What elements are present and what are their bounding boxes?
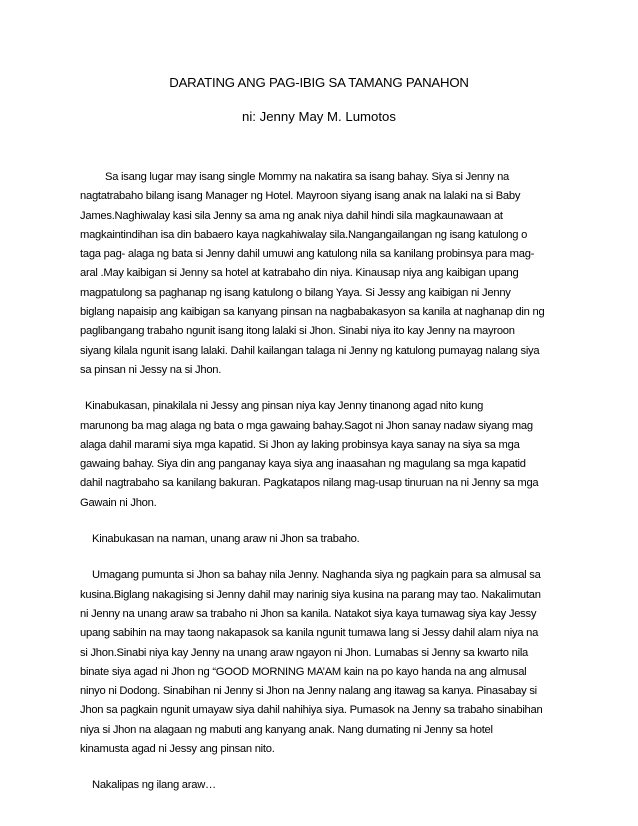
paragraph-line: alaga dahil marami siya mga kapatid. Si Jhon ay laking probinsya kaya sanay na siya sa mga — [80, 438, 520, 451]
paragraph-line: kusina.Biglang nakagising si Jenny dahil may narinig siya kusina na parang may tao. Nakalimutan — [80, 588, 541, 601]
paragraph-line: Nakalipas ng ilang araw… — [92, 779, 216, 792]
paragraph-line: dahil nagtrabaho sa kanilang bakuran. Pagkatapos nilang mag-usap tinuruan na ni Jenny sa mga — [80, 477, 539, 490]
paragraph-line: Sa isang lugar may isang single Mommy na nakatira sa isang bahay. Siya si Jenny na — [105, 171, 510, 183]
paragraph-4 — [80, 566, 566, 759]
document-author: ni: Jenny May M. Lumotos — [242, 109, 396, 124]
paragraph-line: biglang napaisip ang kaibigan sa kanyang pinsan na nagbabakasyon sa kanila at naghanap din ng — [80, 306, 545, 319]
paragraph-line: binate siya agad ni Jhon ng “GOOD MORNING MA’AM kain na po kayo handa na ang almusal — [80, 665, 527, 678]
paragraph-line: Kinabukasan, pinakilala ni Jessy ang pinsan niya kay Jenny tinanong agad nito kung — [85, 400, 484, 413]
paragraph-line: Umagang pumunta si Jhon sa bahay nila Jenny. Naghanda siya ng pagkain para sa almusal sa — [92, 569, 541, 582]
paragraph-line: sa pinsan ni Jessy na si Jhon. — [80, 363, 222, 376]
paragraph-line: nagtatrabaho bilang isang Manager ng Hotel. Mayroon siyang isang anak na lalaki na si Baby — [80, 190, 521, 203]
paragraph-line: niya si Jhon na alagaan ng mabuti ang kanyang anak. Nang dumating ni Jenny sa hotel — [80, 723, 493, 736]
paragraph-line: ninyo ni Dodong. Sinabihan ni Jenny si Jhon na Jenny nalang ang itawag sa kanya. Pinasabay si — [80, 685, 537, 698]
paragraph-line: Gawain ni Jhon. — [80, 496, 157, 509]
paragraph-line: Kinabukasan na naman, unang araw ni Jhon sa trabaho. — [92, 533, 360, 546]
paragraph-line: siyang kilala ngunit isang lalaki. Dahil kailangan talaga ni Jenny ng katulong pumayag nalang siya — [80, 344, 540, 357]
paragraph-line: Jhon sa pagkain ngunit umayaw siya dahil nahihiya siya. Pumasok na Jenny sa trabaho sinabihan — [80, 704, 543, 717]
paragraph-line: paglibangang trabaho ngunit isang itong lalaki si Jhon. Sinabi niya ito kay Jenny na mayroon — [80, 325, 515, 338]
document-body — [80, 168, 566, 813]
paragraph-line: James.Naghiwalay kasi sila Jenny sa ama ng anak niya dahil hindi sila magkaunawaan at — [80, 209, 503, 222]
paragraph-line: si Jhon.Sinabi niya kay Jenny na unang araw ngayon ni Jhon. Lumabas si Jenny sa kwarto nila — [80, 646, 529, 659]
paragraph-line: magpatulong sa paghanap ng isang katulong o bilang Yaya. Si Jessy ang kaibigan ni Jenny — [80, 286, 511, 299]
paragraph-3 — [80, 530, 566, 549]
paragraph-line: gawaing bahay. Siya din ang panganay kaya siya ang inaasahan ng magulang sa mga kapatid — [80, 458, 526, 471]
paragraph-1 — [80, 168, 566, 380]
paragraph-line: magkaintindihan isa din babaero kaya nagkahiwalay sila.Nangangailangan ng isang katulong o — [80, 228, 528, 241]
paragraph-5 — [80, 776, 566, 795]
paragraph-line: kinamusta agad ni Jessy ang pinsan nito. — [80, 743, 275, 756]
paragraph-line: upang sabihin na may taong nakapasok sa kanila ngunit tumawa lang si Jessy dahil alam niya na — [80, 627, 539, 640]
paragraph-line: marunong ba mag alaga ng bata o mga gawaing bahay.Sagot ni Jhon sanay nadaw siyang mag — [80, 419, 533, 432]
document-title: DARATING ANG PAG-IBIG SA TAMANG PANAHON — [169, 75, 469, 90]
paragraph-line: taga pag- alaga ng bata si Jenny dahil umuwi ang katulong nila sa kanilang probinsya para mag- — [80, 248, 535, 261]
paragraph-line: aral .May kaibigan si Jenny sa hotel at katrabaho din niya. Kinausap niya ang kaibigan upang — [80, 267, 519, 280]
paragraph-2 — [80, 397, 566, 513]
paragraph-line: ni Jenny na unang araw sa trabaho ni Jhon sa kanila. Natakot siya kaya tumawag siya kay Jessy — [80, 607, 537, 620]
